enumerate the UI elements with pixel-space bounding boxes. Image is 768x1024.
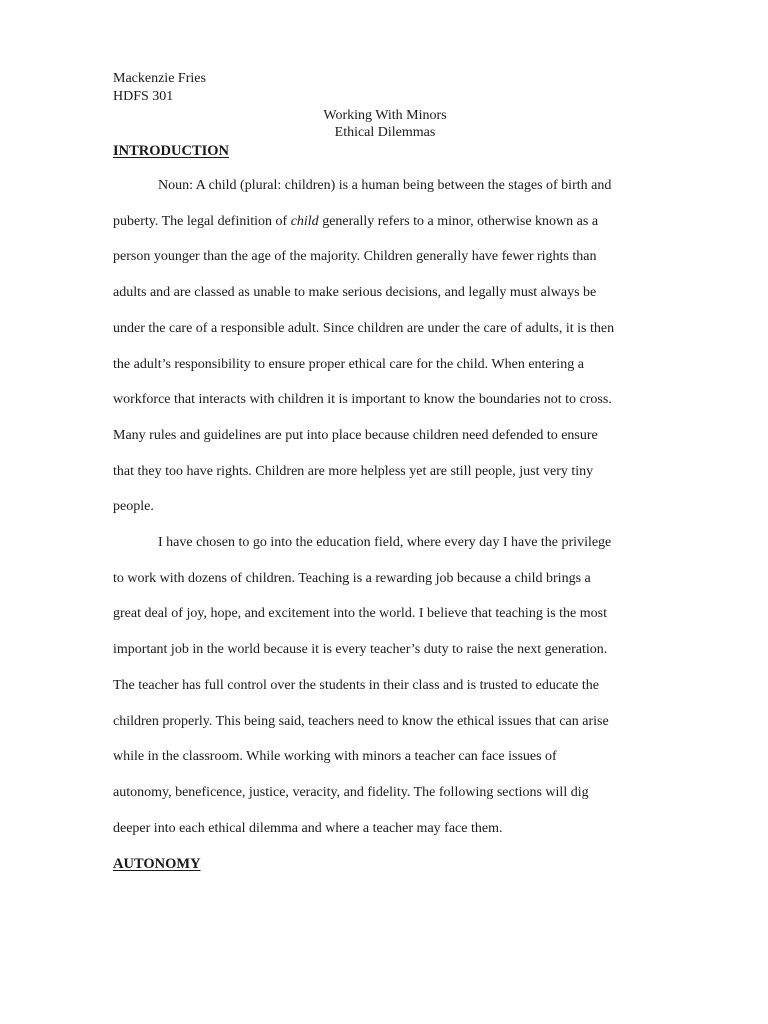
- document-title-line-2: [0, 124, 768, 142]
- text-line: under the care of a responsible adult. Since children are under the care of adults, it is then: [113, 320, 615, 336]
- document-title-line-1: [0, 107, 768, 125]
- text-line: workforce that interacts with children it is important to know the boundaries not to cross.: [113, 392, 612, 408]
- title-line-1-text: Working With Minors: [323, 108, 447, 123]
- text-line: people.: [113, 499, 154, 515]
- text-line: deeper into each ethical dilemma and where a teacher may face them.: [113, 820, 503, 836]
- text-line: [113, 204, 653, 240]
- paragraph-introduction: [113, 168, 653, 525]
- text-line: Many rules and guidelines are put into place because children need defended to ensure: [113, 427, 598, 443]
- text-line: the adult’s responsibility to ensure proper ethical care for the child. When entering a: [113, 356, 584, 372]
- text-line: while in the classroom. While working with minors a teacher can face issues of: [113, 749, 557, 765]
- text-segment: generally refers to a minor, otherwise known as a: [318, 213, 599, 229]
- section-heading-autonomy: AUTONOMY: [113, 856, 201, 872]
- text-line: adults and are classed as unable to make serious decisions, and legally must always be: [113, 285, 597, 301]
- text-segment: puberty. The legal definition of: [113, 213, 291, 229]
- course-code: HDFS 301: [113, 89, 174, 104]
- text-line: to work with dozens of children. Teaching is a rewarding job because a child brings a: [113, 570, 591, 586]
- section-heading-introduction: INTRODUCTION: [113, 143, 230, 159]
- paragraph-education: [113, 525, 653, 846]
- text-line: I have chosen to go into the education field, where every day I have the privilege: [158, 535, 612, 550]
- text-line: autonomy, beneficence, justice, veracity, and fidelity. The following sections will dig: [113, 784, 589, 800]
- text-line: person younger than the age of the majority. Children generally have fewer rights than: [113, 249, 597, 265]
- text-line: Noun: A child (plural: children) is a human being between the stages of birth and: [158, 178, 612, 193]
- text-line: great deal of joy, hope, and excitement into the world. I believe that teaching is the most: [113, 606, 607, 622]
- italic-term: child: [290, 213, 319, 229]
- text-line: children properly. This being said, teachers need to know the ethical issues that can arise: [113, 713, 609, 729]
- text-line: that they too have rights. Children are more helpless yet are still people, just very tiny: [113, 463, 594, 479]
- author-name: Mackenzie Fries: [113, 71, 206, 86]
- text-line: important job in the world because it is every teacher’s duty to raise the next generation.: [113, 642, 608, 658]
- title-line-2-text: Ethical Dilemmas: [334, 125, 436, 140]
- text-line: The teacher has full control over the students in their class and is trusted to educate the: [113, 677, 599, 693]
